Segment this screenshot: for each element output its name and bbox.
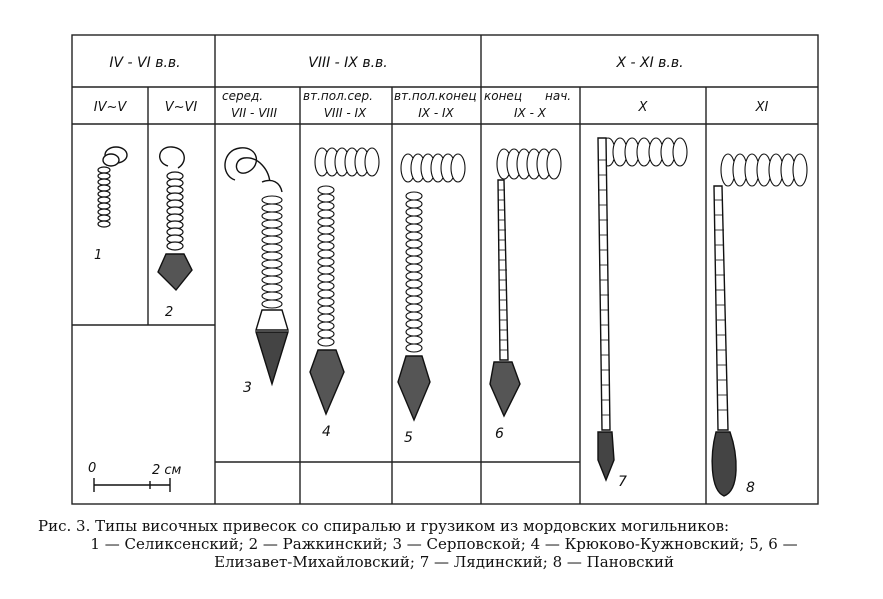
pendant-1-number: 1 [94,248,103,263]
col-header-6: IX - X [514,106,546,120]
pendant-7-drawing [598,138,687,480]
col-header-5-top: вт.пол.конец [394,89,477,103]
pendant-8-drawing [712,154,807,496]
pendant-4-drawing [310,148,379,414]
col-header-4: VIII - IX [323,106,367,120]
pendant-6-number: 6 [495,426,504,442]
period-header-1: IV - VI в.в. [109,55,181,71]
col-header-3-top: серед. [222,89,264,103]
col-header-6-top2: нач. [545,89,572,103]
pendant-1-drawing [98,147,127,227]
col-header-7: X [638,100,648,115]
period-header-2: VIII - IX в.в. [308,55,388,71]
scale-label: 2 см [152,463,182,478]
scale-zero: 0 [88,461,97,476]
col-header-4-top: вт.пол.сер. [303,89,373,103]
pendant-4-number: 4 [322,424,331,440]
pendant-8-number: 8 [746,480,755,496]
pendant-5-drawing [398,154,465,420]
pendant-2-drawing [158,147,192,290]
scale-bar [94,478,170,492]
pendant-5-number: 5 [404,430,413,446]
pendant-3-drawing [225,148,288,384]
pendant-3-number: 3 [243,380,252,396]
period-header-3: X - XI в.в. [616,55,684,71]
pendant-6-drawing [490,149,561,416]
caption-line-3: Елизавет-Михайловский; 7 — Лядинский; 8 — Пановский [214,553,674,571]
col-header-6-top: конец [484,89,522,103]
pendant-7-number: 7 [618,474,627,490]
figure-caption [38,517,850,571]
col-header-5: IX - IX [418,106,454,120]
caption-line-1: Рис. 3. Типы височных привесок со спиралью и грузиком из мордовских могильников: [38,517,730,535]
col-header-1: IV~V [93,100,127,115]
col-header-2: V~VI [164,100,198,115]
col-header-8: XI [755,100,769,115]
caption-line-2: 1 — Селиксенский; 2 — Ражкинский; 3 — Серповской; 4 — Крюково-Кужновский; 5, 6 — [90,535,798,553]
col-header-3: VII - VIII [230,106,278,120]
pendant-2-number: 2 [165,305,174,320]
